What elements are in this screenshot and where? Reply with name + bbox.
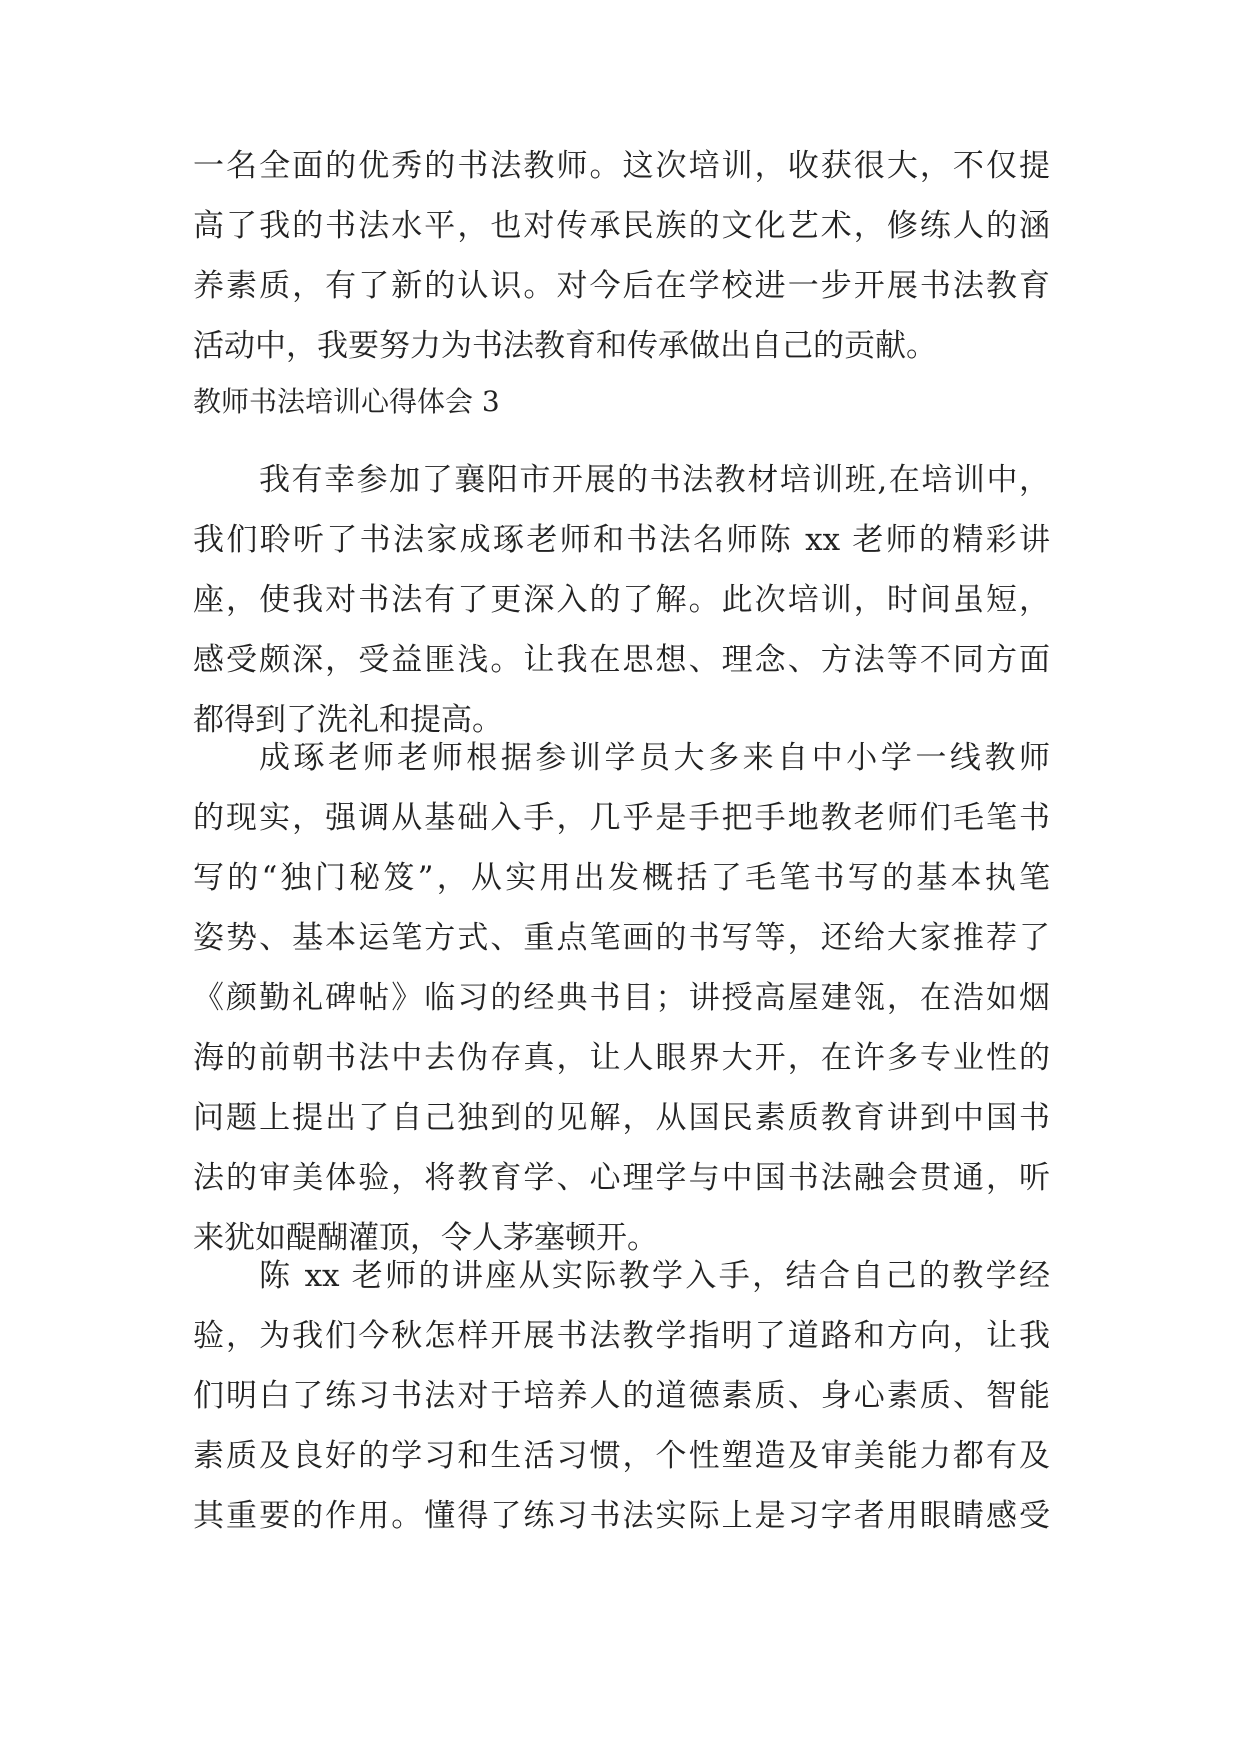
text-line: 验，为我们今秋怎样开展书法教学指明了道路和方向，让我 bbox=[193, 1318, 1050, 1354]
text-line: 都得到了洗礼和提高。 bbox=[193, 702, 503, 738]
text-line: 座，使我对书法有了更深入的了解。此次培训，时间虽短， bbox=[193, 582, 1050, 618]
text-line: 感受颇深，受益匪浅。让我在思想、理念、方法等不同方面 bbox=[193, 642, 1050, 678]
text-line: 我们聆听了书法家成琢老师和书法名师陈 xx 老师的精彩讲 bbox=[193, 522, 1050, 558]
text-line: 的现实，强调从基础入手，几乎是手把手地教老师们毛笔书 bbox=[193, 800, 1050, 836]
text-line: 其重要的作用。懂得了练习书法实际上是习字者用眼睛感受 bbox=[193, 1498, 1050, 1534]
text-line: 来犹如醍醐灌顶，令人茅塞顿开。 bbox=[193, 1220, 658, 1256]
text-line: 姿势、基本运笔方式、重点笔画的书写等，还给大家推荐了 bbox=[193, 920, 1050, 956]
paragraph-3 bbox=[193, 1246, 1050, 1546]
text-line: 活动中，我要努力为书法教育和传承做出自己的贡献。 bbox=[193, 328, 937, 364]
text-line: 一名全面的优秀的书法教师。这次培训，收获很大，不仅提 bbox=[193, 148, 1050, 184]
text-line: 我有幸参加了襄阳市开展的书法教材培训班,在培训中， bbox=[259, 462, 1050, 498]
text-line: 们明白了练习书法对于培养人的道德素质、身心素质、智能 bbox=[193, 1378, 1050, 1414]
section-title: 教师书法培训心得体会 3 bbox=[193, 385, 500, 418]
section-heading-block bbox=[193, 374, 1050, 430]
text-line: 海的前朝书法中去伪存真，让人眼界大开，在许多专业性的 bbox=[193, 1040, 1050, 1076]
text-line: 写的“独门秘笈”，从实用出发概括了毛笔书写的基本执笔 bbox=[193, 860, 1050, 896]
text-line: 养素质，有了新的认识。对今后在学校进一步开展书法教育 bbox=[193, 268, 1050, 304]
paragraph-2 bbox=[193, 728, 1050, 1268]
text-line: 素质及良好的学习和生活习惯，个性塑造及审美能力都有及 bbox=[193, 1438, 1050, 1474]
text-line: 陈 xx 老师的讲座从实际教学入手，结合自己的教学经 bbox=[259, 1258, 1050, 1294]
paragraph-1 bbox=[193, 450, 1050, 750]
paragraph-continuation bbox=[193, 136, 1050, 376]
text-line: 法的审美体验，将教育学、心理学与中国书法融会贯通，听 bbox=[193, 1160, 1050, 1196]
text-line: 成琢老师老师根据参训学员大多来自中小学一线教师 bbox=[259, 740, 1050, 776]
text-line: 《颜勤礼碑帖》临习的经典书目；讲授高屋建瓴，在浩如烟 bbox=[193, 980, 1050, 1016]
text-line: 问题上提出了自己独到的见解，从国民素质教育讲到中国书 bbox=[193, 1100, 1050, 1136]
text-line: 高了我的书法水平，也对传承民族的文化艺术，修练人的涵 bbox=[193, 208, 1050, 244]
